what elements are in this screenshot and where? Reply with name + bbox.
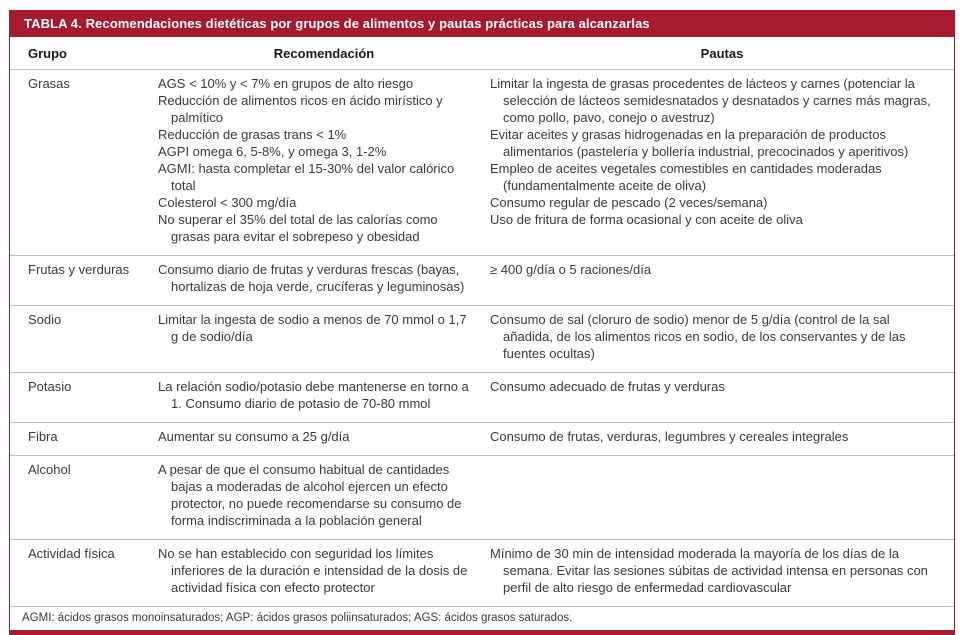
group-cell: Sodio bbox=[28, 312, 62, 327]
pautas-item: Consumo de frutas, verduras, legumbres y cereales integrales bbox=[490, 429, 849, 444]
pautas-cell bbox=[490, 261, 954, 295]
recomendacion-item: AGS < 10% y < 7% en grupos de alto riesgo bbox=[158, 76, 414, 91]
recomendacion-item: Reducción de grasas trans < 1% bbox=[158, 127, 347, 142]
table-row bbox=[10, 255, 954, 305]
pautas-cell bbox=[490, 545, 954, 596]
table-row bbox=[10, 539, 954, 606]
table-row bbox=[10, 372, 954, 422]
pautas-item: Consumo adecuado de frutas y verduras bbox=[490, 379, 725, 394]
pautas-cell bbox=[490, 428, 954, 445]
table-frame bbox=[9, 10, 955, 635]
table-title: TABLA 4. Recomendaciones dietéticas por grupos de alimentos y pautas prácticas para alcanzarlas bbox=[24, 16, 650, 31]
pautas-item: Mínimo de 30 min de intensidad moderada la mayoría de los días de la semana. Evitar las sesiones súbitas de actividad intensa en personas con perfil de alto riesgo de enfermedad cardiovascular bbox=[490, 546, 928, 595]
group-cell: Grasas bbox=[28, 76, 70, 91]
table-row bbox=[10, 422, 954, 455]
pautas-item: Limitar la ingesta de grasas procedentes de lácteos y carnes (potenciar la selección de lácteos semidesnatados y desnatados y carnes más magras, como pollo, pavo, conejo o avestruz) bbox=[490, 76, 931, 125]
group-cell: Frutas y verduras bbox=[28, 262, 130, 277]
table-title-bar bbox=[10, 10, 954, 37]
group-cell: Alcohol bbox=[28, 462, 71, 477]
table-body bbox=[10, 70, 954, 606]
pautas-cell bbox=[490, 311, 954, 362]
pautas-item: Consumo de sal (cloruro de sodio) menor de 5 g/día (control de la sal añadida, de los alimentos ricos en sodio, de los conservantes y de las fuentes ocultas) bbox=[490, 312, 906, 361]
group-cell: Fibra bbox=[28, 429, 58, 444]
table-row bbox=[10, 70, 954, 255]
recomendacion-item: AGMI: hasta completar el 15-30% del valor calórico total bbox=[158, 161, 455, 193]
recomendacion-cell bbox=[158, 545, 490, 596]
pautas-cell bbox=[490, 378, 954, 412]
recomendacion-item: Limitar la ingesta de sodio a menos de 70 mmol o 1,7 g de sodio/día bbox=[158, 312, 467, 344]
group-cell: Potasio bbox=[28, 379, 72, 394]
recomendacion-cell bbox=[158, 75, 490, 245]
pautas-item: Uso de fritura de forma ocasional y con aceite de oliva bbox=[490, 212, 803, 227]
pautas-item: Evitar aceites y grasas hidrogenadas en la preparación de productos alimentarios (pastelería y bollería industrial, precocinados y aperitivos) bbox=[490, 127, 909, 159]
pautas-item: ≥ 400 g/día o 5 raciones/día bbox=[490, 262, 652, 277]
recomendacion-item: Consumo diario de frutas y verduras frescas (bayas, hortalizas de hoja verde, crucíferas y leguminosas) bbox=[158, 262, 465, 294]
recomendacion-cell bbox=[158, 311, 490, 362]
recomendacion-cell bbox=[158, 461, 490, 529]
recomendacion-item: No se han establecido con seguridad los límites inferiores de la duración e intensidad de la dosis de actividad física con efecto protector bbox=[158, 546, 468, 595]
column-header-recomendacion: Recomendación bbox=[273, 46, 375, 61]
group-cell: Actividad física bbox=[28, 546, 115, 561]
recomendacion-item: Colesterol < 300 mg/día bbox=[158, 195, 297, 210]
recomendacion-item: No superar el 35% del total de las calorías como grasas para evitar el sobrepeso y obesidad bbox=[158, 212, 438, 244]
pautas-item: Consumo regular de pescado (2 veces/semana) bbox=[490, 195, 768, 210]
pautas-item: Empleo de aceites vegetales comestibles en cantidades moderadas (fundamentalmente aceite de oliva) bbox=[490, 161, 882, 193]
recomendacion-cell bbox=[158, 378, 490, 412]
column-header-grupo: Grupo bbox=[28, 46, 67, 61]
table-row bbox=[10, 455, 954, 539]
pautas-cell bbox=[490, 461, 954, 529]
recomendacion-item: AGPI omega 6, 5-8%, y omega 3, 1-2% bbox=[158, 144, 387, 159]
recomendacion-cell bbox=[158, 261, 490, 295]
recomendacion-item: A pesar de que el consumo habitual de cantidades bajas a moderadas de alcohol ejercen un efecto protector, no puede recomendarse su consumo de forma indiscriminada a la población general bbox=[158, 462, 462, 528]
table-footnote: AGMI: ácidos grasos monoinsaturados; AGP: ácidos grasos poliinsaturados; AGS: ácidos grasos saturados. bbox=[10, 606, 954, 630]
recomendacion-cell bbox=[158, 428, 490, 445]
recomendacion-item: Aumentar su consumo a 25 g/día bbox=[158, 429, 350, 444]
recomendacion-item: La relación sodio/potasio debe mantenerse en torno a 1. Consumo diario de potasio de 70-80 mmol bbox=[158, 379, 469, 411]
recomendacion-item: Reducción de alimentos ricos en ácido mirístico y palmítico bbox=[158, 93, 443, 125]
column-header-pautas: Pautas bbox=[700, 46, 744, 61]
pautas-cell bbox=[490, 75, 954, 245]
table-row bbox=[10, 305, 954, 372]
column-header-row bbox=[10, 37, 954, 70]
